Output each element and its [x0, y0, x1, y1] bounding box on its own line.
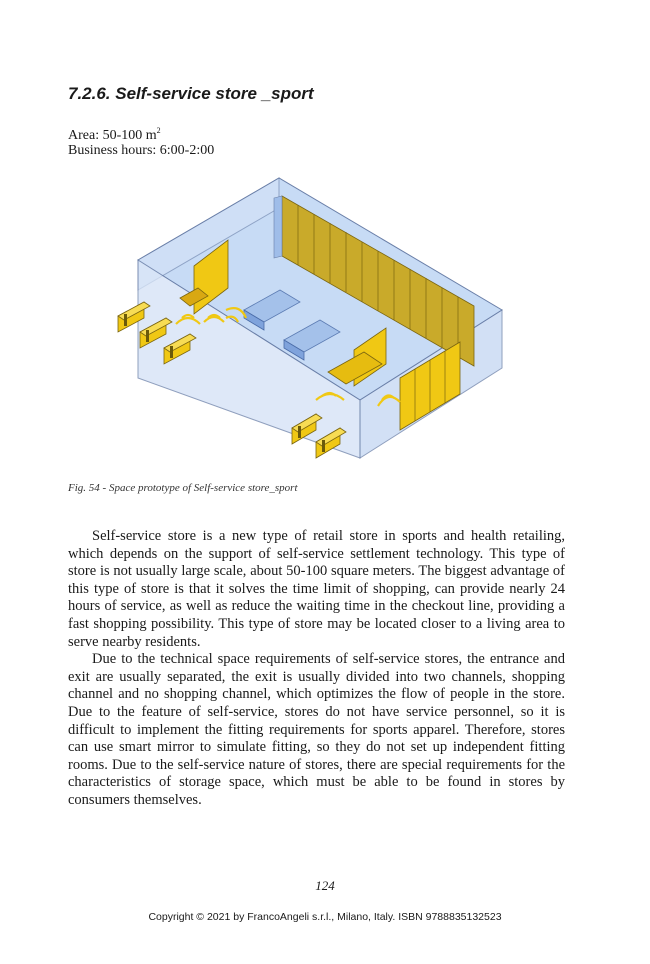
- store-prototype-figure: [104, 168, 514, 468]
- page-number: 124: [315, 878, 335, 893]
- area-superscript: 2: [156, 126, 161, 135]
- business-hours: Business hours: 6:00-2:00: [68, 143, 215, 158]
- paragraph-2: Due to the technical space requirements of self-service stores, the entrance and exit are usually separated, the exit is usually divided into two channels, shopping channel and no shopping channel, which optimizes the flow of people in the store. Due to the feature of self-service, stores do not have service personnel, so it is difficult to implement the fitting requirements for sports apparel. Therefore, stores can use smart mirror to simulate fitting, so they do not set up independent fitting rooms. Due to the self-service nature of stores, there are special requirements for the characteristics of storage space, which must be able to be found in stores by consumers themselves.: [68, 651, 565, 808]
- figure-caption: Fig. 54 - Space prototype of Self-service store_sport: [68, 482, 298, 494]
- copyright-footer: Copyright © 2021 by FrancoAngeli s.r.l., Milano, Italy. ISBN 9788835132523: [148, 911, 502, 923]
- body-text: [68, 528, 565, 810]
- paragraph-1: Self-service store is a new type of retail store in sports and health retailing, which depends on the support of self-service settlement technology. This type of store is not usually large scale, about 50-100 square meters. The biggest advantage of this type of store is that it solves the time limit of shopping, can provide nearly 24 hours of service, as well as reduce the waiting time in the checkout line, providing a fast shopping possibility. This type of store may be located closer to a living area to serve nearby residents.: [68, 528, 565, 650]
- section-title: 7.2.6. Self-service store _sport: [68, 84, 314, 103]
- area-text: Area: 50-100 m: [68, 128, 157, 143]
